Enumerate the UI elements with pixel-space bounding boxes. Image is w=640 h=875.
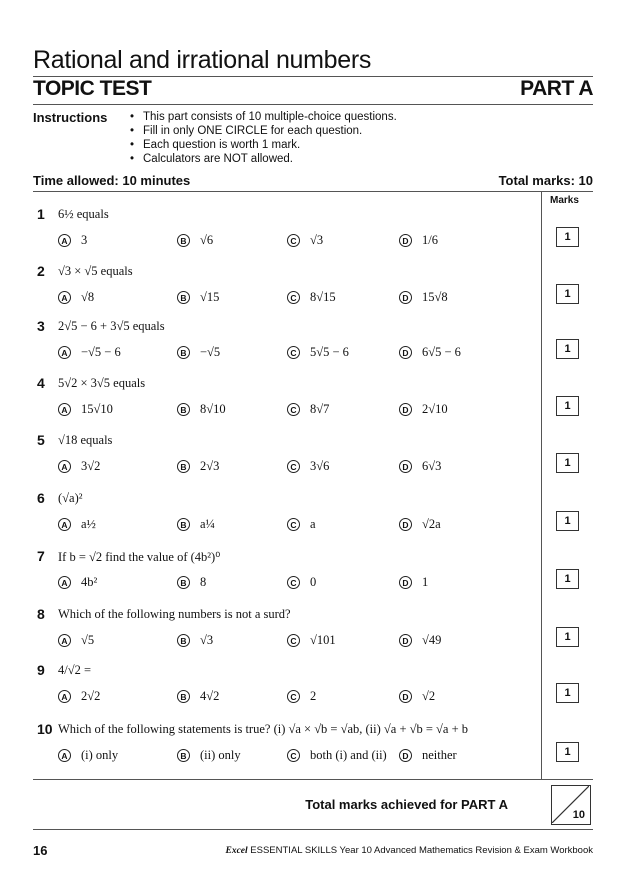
option-label: 3 — [81, 233, 88, 247]
option-bubble[interactable]: B — [177, 346, 190, 359]
option-c[interactable] — [287, 402, 329, 417]
question-stem: 4/√2 = — [58, 663, 92, 677]
option-c[interactable] — [287, 345, 349, 360]
option-bubble[interactable]: B — [177, 576, 190, 589]
option-label: 2 — [310, 689, 317, 703]
option-label: 6√3 — [422, 459, 442, 473]
option-label: √3 — [200, 633, 214, 647]
footer-brand: Excel — [225, 846, 248, 856]
option-label: 8√7 — [310, 402, 330, 416]
option-b[interactable] — [177, 575, 206, 590]
option-label: 8√10 — [200, 402, 226, 416]
option-label: −√5 − 6 — [81, 345, 121, 359]
option-bubble[interactable]: B — [177, 749, 190, 762]
option-c[interactable] — [287, 290, 336, 305]
option-label: 0 — [310, 575, 317, 589]
question-number: 1 — [37, 206, 45, 222]
option-b[interactable] — [177, 233, 213, 248]
option-bubble[interactable]: C — [287, 460, 300, 473]
option-bubble[interactable]: D — [399, 749, 412, 762]
total-marks-box[interactable] — [551, 785, 591, 825]
option-bubble[interactable]: C — [287, 346, 300, 359]
option-label: a¼ — [200, 517, 215, 531]
question-number: 6 — [37, 490, 45, 506]
question-stem: 5√2 × 3√5 equals — [58, 376, 146, 390]
divider — [33, 829, 593, 830]
option-c[interactable] — [287, 748, 387, 763]
footer — [225, 845, 593, 856]
option-label: a — [310, 517, 316, 531]
option-bubble[interactable]: B — [177, 518, 190, 531]
option-bubble[interactable]: D — [399, 576, 412, 589]
divider — [33, 779, 593, 780]
instruction-item: • This part consists of 10 multiple-choice questions. — [130, 110, 397, 124]
time-allowed: Time allowed: 10 minutes — [33, 173, 191, 188]
question-number: 3 — [37, 318, 45, 334]
option-bubble[interactable]: B — [177, 234, 190, 247]
marks-box[interactable]: 1 — [556, 339, 579, 359]
option-a[interactable] — [58, 517, 96, 532]
option-d[interactable] — [399, 748, 457, 763]
option-a[interactable] — [58, 459, 100, 474]
option-c[interactable] — [287, 517, 316, 532]
question-number: 7 — [37, 548, 45, 564]
marks-box[interactable]: 1 — [556, 511, 579, 531]
option-label: 15√8 — [422, 290, 448, 304]
option-bubble[interactable]: C — [287, 234, 300, 247]
question-stem: If b = √2 find the value of (4b²)⁰ — [58, 550, 221, 564]
option-d[interactable] — [399, 233, 438, 248]
option-d[interactable] — [399, 517, 441, 532]
option-bubble[interactable]: C — [287, 291, 300, 304]
option-bubble[interactable]: B — [177, 690, 190, 703]
option-d[interactable] — [399, 345, 461, 360]
instruction-item: • Each question is worth 1 mark. — [130, 138, 397, 152]
option-bubble[interactable]: B — [177, 634, 190, 647]
option-label: (ii) only — [200, 748, 241, 762]
option-c[interactable] — [287, 575, 316, 590]
question-number: 4 — [37, 375, 45, 391]
marks-box[interactable]: 1 — [556, 742, 579, 762]
option-a[interactable] — [58, 689, 100, 704]
instruction-item: • Calculators are NOT allowed. — [130, 152, 397, 166]
part-label: PART A — [520, 77, 593, 100]
question-stem: (√a)² — [58, 491, 83, 505]
option-label: √6 — [200, 233, 214, 247]
option-a[interactable] — [58, 633, 94, 648]
option-bubble[interactable]: A — [58, 690, 71, 703]
option-label: 3√2 — [81, 459, 101, 473]
option-d[interactable] — [399, 633, 441, 648]
divider — [33, 191, 593, 192]
question-number: 5 — [37, 432, 45, 448]
option-label: 2√2 — [81, 689, 101, 703]
page-number: 16 — [33, 843, 48, 858]
option-bubble[interactable]: B — [177, 460, 190, 473]
option-bubble[interactable]: A — [58, 518, 71, 531]
option-label: √2a — [422, 517, 441, 531]
option-a[interactable] — [58, 233, 87, 248]
marks-box[interactable]: 1 — [556, 396, 579, 416]
option-label: 4b² — [81, 575, 98, 589]
option-label: 1/6 — [422, 233, 438, 247]
question-stem: 2√5 − 6 + 3√5 equals — [58, 319, 165, 333]
question-stem: Which of the following statements is true? (i) √a × √b = √ab, (ii) √a + √b = √a + b — [58, 722, 468, 736]
option-label: 6√5 − 6 — [422, 345, 461, 359]
question-stem: Which of the following numbers is not a surd? — [58, 607, 291, 621]
question-number: 2 — [37, 263, 45, 279]
option-a[interactable] — [58, 290, 94, 305]
marks-box[interactable]: 1 — [556, 683, 579, 703]
option-label: √2 — [422, 689, 436, 703]
option-label: 2√3 — [200, 459, 220, 473]
question-number: 8 — [37, 606, 45, 622]
instructions-list — [130, 110, 397, 166]
instruction-item: • Fill in only ONE CIRCLE for each question. — [130, 124, 397, 138]
question-number: 10 — [37, 721, 53, 737]
option-label: 8√15 — [310, 290, 336, 304]
marks-column-divider — [541, 192, 542, 779]
option-bubble[interactable]: A — [58, 291, 71, 304]
option-bubble[interactable]: D — [399, 690, 412, 703]
option-label: both (i) and (ii) — [310, 748, 387, 762]
option-label: √15 — [200, 290, 220, 304]
marks-header: Marks — [550, 195, 579, 206]
option-label: √101 — [310, 633, 336, 647]
option-label: √49 — [422, 633, 442, 647]
marks-box[interactable]: 1 — [556, 284, 579, 304]
option-b[interactable] — [177, 633, 213, 648]
option-c[interactable] — [287, 633, 336, 648]
option-label: 3√6 — [310, 459, 330, 473]
option-bubble[interactable]: A — [58, 576, 71, 589]
option-bubble[interactable]: C — [287, 634, 300, 647]
total-achieved-max: 10 — [572, 809, 585, 821]
option-a[interactable] — [58, 748, 118, 763]
option-label: neither — [422, 748, 457, 762]
option-d[interactable] — [399, 290, 448, 305]
option-bubble[interactable]: A — [58, 634, 71, 647]
option-bubble[interactable]: D — [399, 234, 412, 247]
option-bubble[interactable]: A — [58, 460, 71, 473]
footer-text: ESSENTIAL SKILLS Year 10 Advanced Mathematics Revision & Exam Workbook — [250, 845, 593, 856]
option-label: 4√2 — [200, 689, 220, 703]
option-bubble[interactable]: D — [399, 291, 412, 304]
option-label: 15√10 — [81, 402, 113, 416]
option-bubble[interactable]: C — [287, 690, 300, 703]
question-stem: √3 × √5 equals — [58, 264, 133, 278]
option-bubble[interactable]: A — [58, 346, 71, 359]
option-label: a½ — [81, 517, 96, 531]
option-label: √8 — [81, 290, 95, 304]
option-d[interactable] — [399, 575, 428, 590]
option-bubble[interactable]: C — [287, 403, 300, 416]
option-a[interactable] — [58, 575, 97, 590]
option-label: −√5 — [200, 345, 221, 359]
total-marks: Total marks: 10 — [498, 173, 593, 188]
marks-box[interactable]: 1 — [556, 569, 579, 589]
option-b[interactable] — [177, 689, 219, 704]
topic-test-heading: TOPIC TEST — [33, 77, 152, 100]
question-number: 9 — [37, 662, 45, 678]
option-bubble[interactable]: D — [399, 460, 412, 473]
option-bubble[interactable]: A — [58, 403, 71, 416]
marks-box[interactable]: 1 — [556, 627, 579, 647]
option-label: 1 — [422, 575, 429, 589]
option-a[interactable] — [58, 402, 113, 417]
divider — [33, 104, 593, 105]
option-label: 2√10 — [422, 402, 448, 416]
option-c[interactable] — [287, 459, 329, 474]
option-bubble[interactable]: A — [58, 234, 71, 247]
option-bubble[interactable]: B — [177, 403, 190, 416]
question-stem: √18 equals — [58, 433, 113, 447]
option-bubble[interactable]: C — [287, 749, 300, 762]
option-bubble[interactable]: D — [399, 403, 412, 416]
option-b[interactable] — [177, 459, 219, 474]
option-label: 5√5 − 6 — [310, 345, 349, 359]
option-label: √5 — [81, 633, 95, 647]
option-a[interactable] — [58, 345, 121, 360]
option-c[interactable] — [287, 689, 316, 704]
chapter-title: Rational and irrational numbers — [33, 46, 372, 74]
option-d[interactable] — [399, 689, 435, 704]
question-stem: 6½ equals — [58, 207, 109, 221]
option-b[interactable] — [177, 517, 215, 532]
option-label: 8 — [200, 575, 207, 589]
option-b[interactable] — [177, 402, 226, 417]
option-bubble[interactable]: D — [399, 518, 412, 531]
option-bubble[interactable]: C — [287, 576, 300, 589]
option-bubble[interactable]: D — [399, 634, 412, 647]
option-bubble[interactable]: B — [177, 291, 190, 304]
instructions-label: Instructions — [33, 110, 108, 125]
option-c[interactable] — [287, 233, 323, 248]
option-bubble[interactable]: C — [287, 518, 300, 531]
option-bubble[interactable]: A — [58, 749, 71, 762]
option-d[interactable] — [399, 459, 441, 474]
option-bubble[interactable]: D — [399, 346, 412, 359]
option-label: (i) only — [81, 748, 119, 762]
option-label: √3 — [310, 233, 324, 247]
marks-box[interactable]: 1 — [556, 227, 579, 247]
total-achieved-label: Total marks achieved for PART A — [305, 797, 508, 812]
option-d[interactable] — [399, 402, 448, 417]
marks-box[interactable]: 1 — [556, 453, 579, 473]
option-b[interactable] — [177, 345, 220, 360]
option-b[interactable] — [177, 290, 219, 305]
option-b[interactable] — [177, 748, 241, 763]
